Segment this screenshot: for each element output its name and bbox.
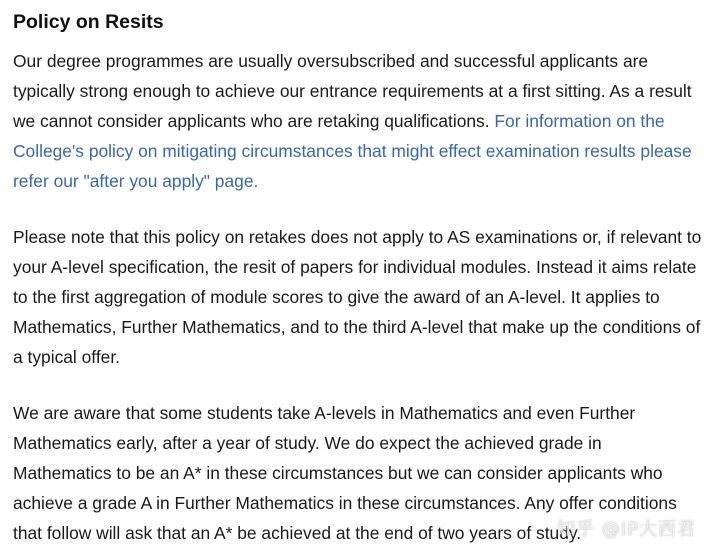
policy-section	[13, 9, 703, 548]
watermark: 知乎 @IP大西君	[557, 519, 696, 540]
paragraph-oversubscribed-text: Our degree programmes are usually oversubscribed and successful applicants are typically strong enough to achieve our entrance requirements at a first sitting. As a result we cannot consider applicants who are retaking qualifications.	[13, 51, 692, 131]
mitigating-circumstances-link[interactable]: For information on the College's policy on mitigating circumstances that might effect examination results please refer our "after you apply" page.	[13, 111, 692, 191]
page-title: Policy on Resits	[13, 11, 164, 33]
paragraph-oversubscribed	[13, 46, 703, 196]
paragraph-early-alevels: We are aware that some students take A-levels in Mathematics and even Further Mathematics early, after a year of study. We do expect the achieved grade in Mathematics to be an A* in these circumstances but we can consider applicants who achieve a grade A in Further Mathematics in these circumstances. Any offer conditions that follow will ask that an A* be achieved at the end of two years of study.	[13, 403, 677, 543]
paragraph-retakes-scope: Please note that this policy on retakes does not apply to AS examinations or, if relevant to your A-level specification, the resit of papers for individual modules. Instead it aims relate to the first aggregation of module scores to give the award of an A-level. It applies to Mathematics, Further Mathematics, and to the third A-level that make up the conditions of a typical offer.	[13, 227, 702, 367]
